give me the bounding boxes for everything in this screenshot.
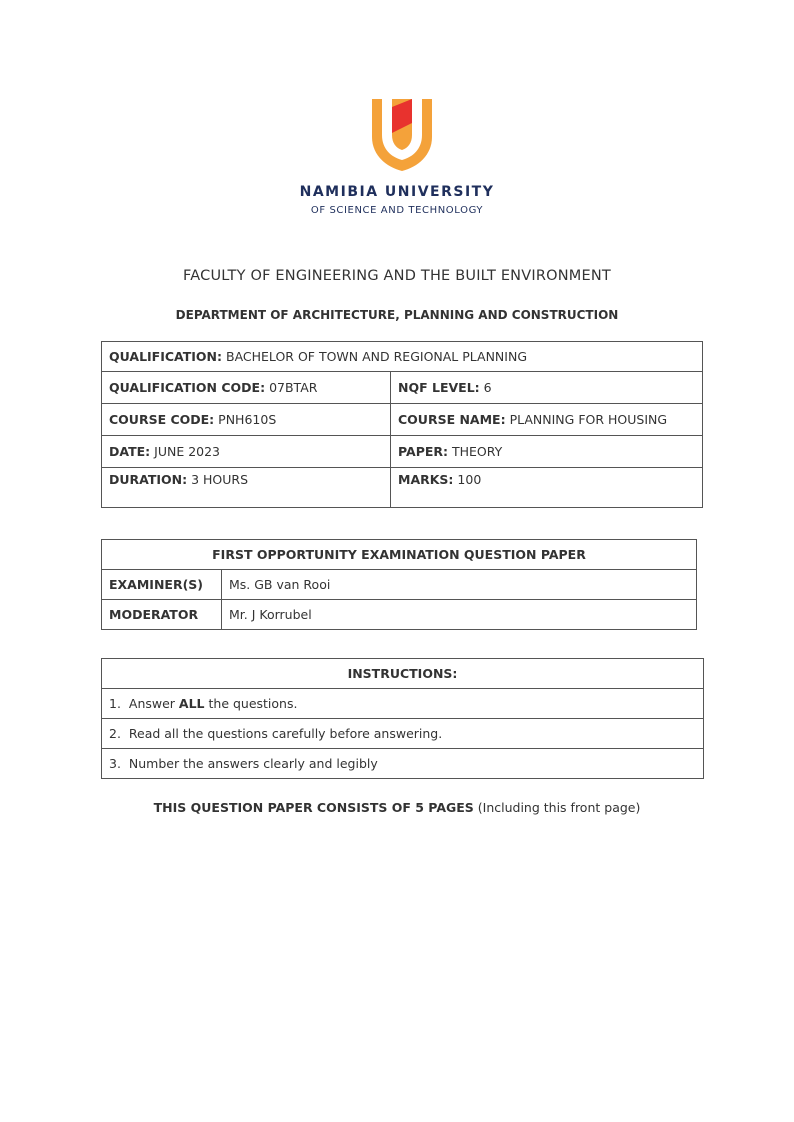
instruction-number: 1. (109, 696, 121, 711)
page-count-note (0, 800, 794, 815)
exam-heading: FIRST OPPORTUNITY EXAMINATION QUESTION PAPER (102, 540, 697, 570)
table-row (102, 342, 703, 372)
nqf-level-value: 6 (483, 380, 492, 395)
instruction-item (102, 719, 704, 749)
table-row (102, 404, 703, 436)
university-subtitle: OF SCIENCE AND TECHNOLOGY (310, 205, 484, 216)
course-code-label: COURSE CODE: (109, 412, 215, 427)
instruction-emphasis: ALL (178, 696, 205, 711)
marks-cell (391, 468, 703, 508)
table-row (102, 749, 704, 779)
table-row (102, 719, 704, 749)
table-row (102, 372, 703, 404)
instruction-text: Number the answers clearly and legibly (128, 756, 378, 771)
table-row (102, 659, 704, 689)
university-name: NAMIBIA UNIVERSITY (299, 184, 495, 200)
instruction-text: the questions. (204, 696, 298, 711)
page-count-bold: THIS QUESTION PAPER CONSISTS OF 5 PAGES (153, 800, 474, 815)
duration-cell (102, 468, 391, 508)
moderator-label: MODERATOR (102, 600, 222, 630)
course-code-value: PNH610S (218, 412, 277, 427)
date-value: JUNE 2023 (154, 444, 221, 459)
faculty-title: FACULTY OF ENGINEERING AND THE BUILT ENVIRONMENT (183, 268, 611, 284)
course-name-value: PLANNING FOR HOUSING (509, 412, 668, 427)
instruction-item (102, 749, 704, 779)
qualification-table (101, 341, 703, 508)
instruction-text: Answer (128, 696, 179, 711)
table-row (102, 468, 703, 508)
duration-value: 3 HOURS (191, 472, 249, 487)
duration-label: DURATION: (109, 472, 188, 487)
qualification-cell (102, 342, 703, 372)
table-row (102, 689, 704, 719)
course-name-label: COURSE NAME: (398, 412, 506, 427)
marks-value: 100 (457, 472, 482, 487)
table-row (102, 600, 697, 630)
table-row (102, 570, 697, 600)
page-count-normal: (Including this front page) (473, 800, 641, 815)
qualification-code-label: QUALIFICATION CODE: (109, 380, 266, 395)
qualification-code-cell (102, 372, 391, 404)
paper-value: THEORY (452, 444, 503, 459)
qualification-value: BACHELOR OF TOWN AND REGIONAL PLANNING (226, 349, 528, 364)
nqf-level-label: NQF LEVEL: (398, 380, 480, 395)
marks-label: MARKS: (398, 472, 454, 487)
instructions-table (101, 658, 704, 779)
date-cell (102, 436, 391, 468)
examiner-value: Ms. GB van Rooi (222, 570, 697, 600)
instruction-text: Read all the questions carefully before answering. (128, 726, 443, 741)
table-row (102, 436, 703, 468)
moderator-value: Mr. J Korrubel (222, 600, 697, 630)
qualification-code-value: 07BTAR (269, 380, 318, 395)
date-label: DATE: (109, 444, 151, 459)
course-code-cell (102, 404, 391, 436)
paper-label: PAPER: (398, 444, 449, 459)
table-row (102, 540, 697, 570)
paper-cell (391, 436, 703, 468)
examination-table (101, 539, 697, 630)
university-logo-icon (366, 93, 438, 173)
qualification-label: QUALIFICATION: (109, 349, 223, 364)
examiner-label: EXAMINER(S) (102, 570, 222, 600)
instruction-number: 2. (109, 726, 121, 741)
instruction-item (102, 689, 704, 719)
course-name-cell (391, 404, 703, 436)
instruction-number: 3. (109, 756, 121, 771)
department-title: DEPARTMENT OF ARCHITECTURE, PLANNING AND CONSTRUCTION (175, 308, 619, 322)
nqf-level-cell (391, 372, 703, 404)
instructions-heading: INSTRUCTIONS: (102, 659, 704, 689)
